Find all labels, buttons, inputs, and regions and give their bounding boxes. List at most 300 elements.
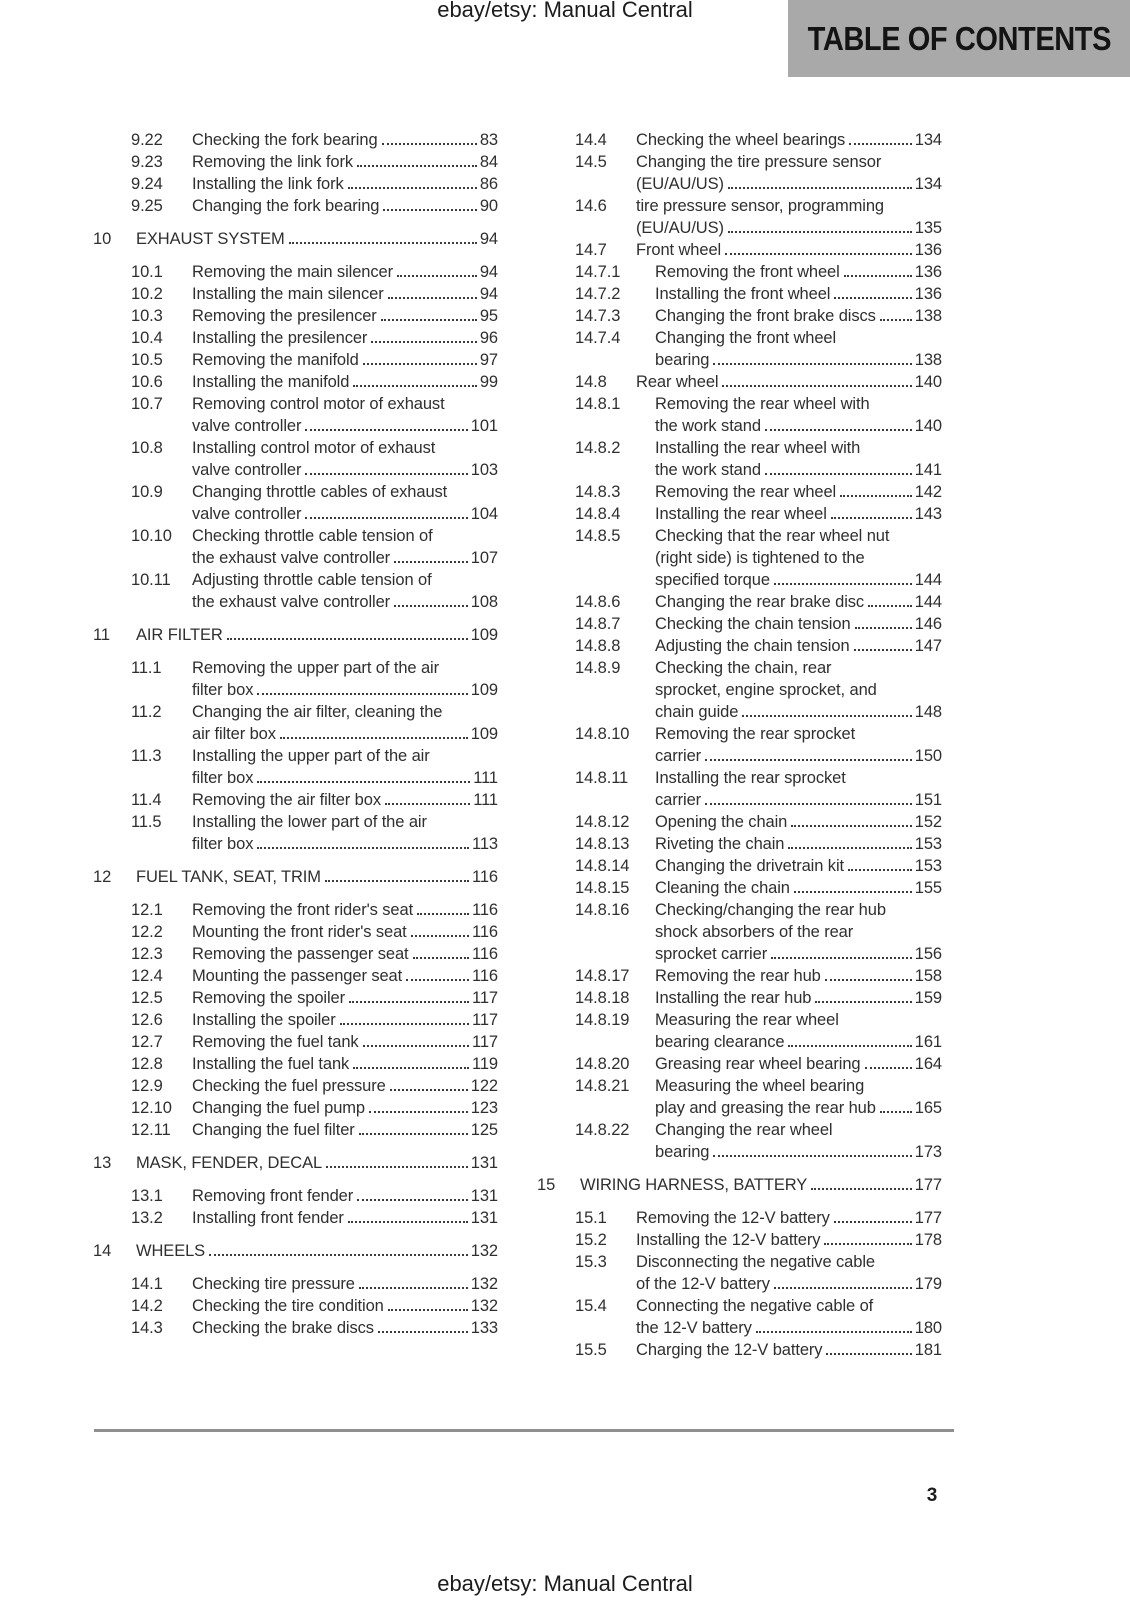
entry-number: 12.3 (131, 945, 163, 963)
entry-title-line: Changing the tire pressure sensor (636, 153, 882, 171)
entry-page-number: 119 (471, 1055, 498, 1073)
toc-entry (537, 899, 942, 965)
entry-title-line: Removing control motor of exhaust (192, 395, 445, 413)
dot-leader (831, 517, 912, 519)
entry-number: 14.8 (575, 373, 607, 391)
dot-leader (788, 847, 911, 849)
entry-page-number: 136 (914, 263, 942, 281)
entry-page-number: 161 (914, 1033, 942, 1051)
entry-number: 10 (93, 230, 112, 248)
entry-title-line: Greasing rear wheel bearing (655, 1055, 861, 1073)
dot-leader (371, 341, 477, 343)
entry-title-line: Removing the rear sprocket (655, 725, 856, 743)
toc-entry (93, 437, 498, 481)
entry-page-number: 142 (914, 483, 942, 501)
entry-number: 14.8.1 (575, 395, 621, 413)
entry-number: 15.5 (575, 1341, 607, 1359)
entry-page-number: 140 (914, 373, 942, 391)
toc-entry (537, 1009, 942, 1053)
entry-page-number: 136 (914, 241, 942, 259)
dot-leader (348, 187, 477, 189)
entry-title-line: Removing the 12-V battery (636, 1209, 830, 1227)
entry-number: 10.9 (131, 483, 163, 501)
dot-leader (326, 1166, 468, 1168)
entry-number: 14.8.2 (575, 439, 621, 457)
entry-title-line: carrier (655, 791, 702, 809)
entry-title-line: Checking the brake discs (192, 1319, 374, 1337)
entry-page-number: 103 (470, 461, 498, 479)
dot-leader (209, 1254, 468, 1256)
dot-leader (406, 979, 469, 981)
toc-entry (537, 261, 942, 283)
entry-number: 10.3 (131, 307, 163, 325)
entry-title-line: bearing clearance (655, 1033, 785, 1051)
entry-title-line: Removing front fender (192, 1187, 354, 1205)
toc-entry (537, 1339, 942, 1361)
entry-title-line: Installing the rear hub (655, 989, 812, 1007)
entry-title-line: Installing the presilencer (192, 329, 368, 347)
dot-leader (705, 759, 912, 761)
dot-leader (713, 1155, 911, 1157)
entry-title-line: Measuring the rear wheel (655, 1011, 839, 1029)
entry-number: 13 (93, 1154, 112, 1172)
entry-title-line: Checking the chain, rear (655, 659, 832, 677)
entry-title-line: Disconnecting the negative cable (636, 1253, 875, 1271)
dot-leader (381, 319, 477, 321)
dot-leader (849, 143, 912, 145)
dot-leader (280, 737, 468, 739)
entry-number: 14.3 (131, 1319, 163, 1337)
entry-number: 9.22 (131, 131, 163, 149)
toc-entry (537, 151, 942, 195)
entry-title-line: Installing the front wheel (655, 285, 831, 303)
entry-number: 14.8.3 (575, 483, 621, 501)
entry-page-number: 109 (470, 681, 498, 699)
toc-entry (93, 327, 498, 349)
entry-title-line: Installing the rear sprocket (655, 769, 846, 787)
toc-entry (93, 129, 498, 151)
entry-page-number: 94 (479, 285, 498, 303)
entry-page-number: 131 (470, 1187, 498, 1205)
toc-entry (93, 283, 498, 305)
entry-page-number: 117 (471, 1033, 498, 1051)
entry-title-line: Installing front fender (192, 1209, 344, 1227)
entry-page-number: 150 (914, 747, 942, 765)
entry-page-number: 97 (479, 351, 498, 369)
entry-page-number: 153 (914, 835, 942, 853)
toc-entry (537, 481, 942, 503)
entry-title-line: Checking/changing the rear hub (655, 901, 886, 919)
toc-entry (93, 1273, 498, 1295)
entry-number: 14.8.21 (575, 1077, 630, 1095)
entry-title-line: Installing the fuel tank (192, 1055, 350, 1073)
footer-rule (94, 1429, 954, 1432)
toc-entry (537, 1119, 942, 1163)
toc-entry (537, 239, 942, 261)
toc-entry (537, 305, 942, 327)
entry-number: 9.25 (131, 197, 163, 215)
dot-leader (305, 517, 467, 519)
dot-leader (865, 1067, 912, 1069)
entry-page-number: 96 (479, 329, 498, 347)
entry-title-line: specified torque (655, 571, 770, 589)
dot-leader (378, 1331, 468, 1333)
entry-title-line: Checking throttle cable tension of (192, 527, 433, 545)
entry-page-number: 152 (914, 813, 942, 831)
dot-leader (765, 429, 912, 431)
page-number: 3 (926, 1485, 938, 1506)
toc-entry (93, 701, 498, 745)
toc-entry (93, 657, 498, 701)
dot-leader (340, 1023, 469, 1025)
entry-number: 14.8.20 (575, 1055, 630, 1073)
entry-number: 14.1 (131, 1275, 163, 1293)
toc-entry (93, 228, 498, 250)
entry-title-line: Cleaning the chain (655, 879, 790, 897)
entry-title-line: of the 12-V battery (636, 1275, 770, 1293)
toc-entry (537, 327, 942, 371)
entry-number: 14.7.3 (575, 307, 621, 325)
toc-entry (93, 393, 498, 437)
dot-leader (363, 363, 477, 365)
toc-entry (93, 987, 498, 1009)
entry-title-line: Installing the main silencer (192, 285, 384, 303)
entry-number: 15.3 (575, 1253, 607, 1271)
entry-page-number: 117 (471, 1011, 498, 1029)
toc-entry (537, 195, 942, 239)
toc-entry (93, 195, 498, 217)
entry-page-number: 117 (471, 989, 498, 1007)
toc-entry (537, 393, 942, 437)
toc-entry (93, 1240, 498, 1262)
entry-title-line: Installing the link fork (192, 175, 344, 193)
entry-page-number: 179 (914, 1275, 942, 1293)
toc-entry (93, 624, 498, 646)
entry-title-line: Removing the air filter box (192, 791, 381, 809)
toc-entry (537, 877, 942, 899)
entry-page-number: 116 (471, 967, 498, 985)
entry-page-number: 143 (914, 505, 942, 523)
entry-number: 10.7 (131, 395, 163, 413)
entry-number: 14.2 (131, 1297, 163, 1315)
entry-number: 14.8.12 (575, 813, 630, 831)
entry-page-number: 144 (914, 593, 942, 611)
entry-page-number: 140 (914, 417, 942, 435)
entry-page-number: 135 (914, 219, 942, 237)
entry-number: 12.11 (131, 1121, 171, 1139)
entry-page-number: 173 (914, 1143, 942, 1161)
dot-leader (791, 825, 912, 827)
entry-title-line: Installing the manifold (192, 373, 350, 391)
entry-number: 14.8.15 (575, 879, 630, 897)
entry-title-line: Installing the upper part of the air (192, 747, 430, 765)
entry-title-line: WIRING HARNESS, BATTERY (580, 1176, 808, 1194)
dot-leader (855, 627, 912, 629)
entry-page-number: 94 (479, 230, 498, 248)
dot-leader (411, 935, 469, 937)
entry-number: 15.4 (575, 1297, 607, 1315)
entry-title-line: Removing the link fork (192, 153, 354, 171)
entry-number: 15 (537, 1176, 556, 1194)
entry-title-line: Removing the front rider's seat (192, 901, 414, 919)
entry-title-line: bearing (655, 1143, 710, 1161)
toc-entry (93, 1009, 498, 1031)
entry-page-number: 141 (914, 461, 942, 479)
dot-leader (353, 1067, 469, 1069)
entry-title-line: Removing the manifold (192, 351, 359, 369)
dot-leader (771, 957, 912, 959)
dot-leader (388, 1309, 468, 1311)
entry-title-line: Checking the fork bearing (192, 131, 378, 149)
dot-leader (257, 847, 469, 849)
entry-number: 13.1 (131, 1187, 163, 1205)
entry-page-number: 122 (470, 1077, 498, 1095)
dot-leader (825, 979, 912, 981)
entry-page-number: 99 (479, 373, 498, 391)
toc-entry (93, 943, 498, 965)
entry-title-line: Measuring the wheel bearing (655, 1077, 865, 1095)
entry-number: 11.2 (131, 703, 162, 721)
entry-title-line: Changing the front wheel (655, 329, 837, 347)
dot-leader (854, 649, 912, 651)
entry-title-line: Removing the rear wheel with (655, 395, 870, 413)
entry-number: 12.4 (131, 967, 163, 985)
toc-entry (93, 569, 498, 613)
entry-number: 14.8.16 (575, 901, 630, 919)
entry-title-line: Changing the fork bearing (192, 197, 380, 215)
toc-entry (93, 261, 498, 283)
entry-title-line: Checking the tire condition (192, 1297, 384, 1315)
entry-page-number: 84 (479, 153, 498, 171)
entry-page-number: 147 (914, 637, 942, 655)
entry-page-number: 155 (914, 879, 942, 897)
entry-number: 13.2 (131, 1209, 163, 1227)
dot-leader (794, 891, 912, 893)
entry-title-line: filter box (192, 835, 254, 853)
entry-title-line: filter box (192, 681, 254, 699)
entry-title-line: Installing the 12-V battery (636, 1231, 821, 1249)
toc-entry (93, 1075, 498, 1097)
entry-page-number: 125 (470, 1121, 498, 1139)
entry-page-number: 165 (914, 1099, 942, 1117)
entry-number: 11.5 (131, 813, 162, 831)
toc-entry (537, 283, 942, 305)
toc-entry (93, 745, 498, 789)
dot-leader (844, 275, 912, 277)
entry-page-number: 111 (473, 791, 498, 809)
entry-number: 14.8.18 (575, 989, 630, 1007)
dot-leader (774, 1287, 912, 1289)
entry-title-line: tire pressure sensor, programming (636, 197, 884, 215)
entry-title-line: Removing the upper part of the air (192, 659, 439, 677)
toc-entry (537, 987, 942, 1009)
entry-title-line: Installing the spoiler (192, 1011, 336, 1029)
entry-title-line: Changing throttle cables of exhaust (192, 483, 448, 501)
entry-title-line: shock absorbers of the rear (655, 923, 854, 941)
entry-page-number: 178 (914, 1231, 942, 1249)
entry-page-number: 132 (470, 1297, 498, 1315)
toc-entry (537, 129, 942, 151)
dot-leader (868, 605, 912, 607)
toc-entry (537, 1229, 942, 1251)
entry-page-number: 132 (470, 1275, 498, 1293)
toc-entry (537, 767, 942, 811)
entry-title-line: the 12-V battery (636, 1319, 752, 1337)
entry-title-line: Changing the fuel filter (192, 1121, 355, 1139)
toc-banner-title: TABLE OF CONTENTS (807, 19, 1111, 57)
entry-number: 14.7.4 (575, 329, 621, 347)
entry-number: 15.1 (575, 1209, 607, 1227)
dot-leader (774, 583, 912, 585)
toc-entry (93, 1152, 498, 1174)
dot-leader (742, 715, 911, 717)
entry-title-line: chain guide (655, 703, 739, 721)
entry-title-line: Riveting the chain (655, 835, 785, 853)
entry-number: 11 (93, 626, 110, 644)
toc-entry (537, 657, 942, 723)
entry-page-number: 177 (914, 1176, 942, 1194)
entry-number: 14.8.4 (575, 505, 621, 523)
entry-page-number: 180 (914, 1319, 942, 1337)
entry-page-number: 134 (914, 131, 942, 149)
entry-title-line: Changing the drivetrain kit (655, 857, 844, 875)
toc-entry (93, 921, 498, 943)
toc-entry (537, 833, 942, 855)
entry-title-line: Installing the rear wheel (655, 505, 827, 523)
dot-leader (357, 1199, 468, 1201)
entry-title-line: valve controller (192, 417, 302, 435)
toc-entry (93, 1295, 498, 1317)
dot-leader (397, 275, 477, 277)
dot-leader (388, 297, 477, 299)
dot-leader (880, 319, 912, 321)
entry-title-line: the exhaust valve controller (192, 549, 391, 567)
entry-number: 14.8.10 (575, 725, 630, 743)
entry-number: 12.6 (131, 1011, 163, 1029)
toc-entry (537, 1053, 942, 1075)
dot-leader (257, 781, 470, 783)
entry-page-number: 177 (914, 1209, 942, 1227)
entry-number: 14.8.5 (575, 527, 621, 545)
entry-title-line: valve controller (192, 461, 302, 479)
entry-title-line: Removing the rear wheel (655, 483, 837, 501)
entry-page-number: 159 (914, 989, 942, 1007)
entry-page-number: 86 (479, 175, 498, 193)
entry-number: 14.8.13 (575, 835, 630, 853)
entry-title-line: Installing the rear wheel with (655, 439, 861, 457)
dot-leader (348, 1221, 468, 1223)
toc-entry (93, 965, 498, 987)
entry-title-line: Checking tire pressure (192, 1275, 355, 1293)
toc-banner (788, 0, 1130, 77)
entry-number: 14.7.2 (575, 285, 621, 303)
entry-number: 12.8 (131, 1055, 163, 1073)
entry-number: 10.5 (131, 351, 163, 369)
entry-title-line: Changing the front brake discs (655, 307, 876, 325)
toc-entry (537, 1295, 942, 1339)
entry-title-line: (EU/AU/US) (636, 175, 724, 193)
entry-title-line: Changing the air filter, cleaning the (192, 703, 443, 721)
entry-page-number: 94 (479, 263, 498, 281)
dot-leader (369, 1111, 468, 1113)
entry-page-number: 164 (914, 1055, 942, 1073)
dot-leader (383, 209, 476, 211)
dot-leader (359, 1133, 468, 1135)
entry-number: 10.6 (131, 373, 163, 391)
toc-entry (93, 1031, 498, 1053)
toc-entry (537, 635, 942, 657)
toc-entry (537, 1174, 942, 1196)
toc-entry (93, 899, 498, 921)
dot-leader (765, 473, 912, 475)
dot-leader (353, 385, 477, 387)
entry-title-line: Removing the front wheel (655, 263, 840, 281)
dot-leader (713, 363, 911, 365)
toc-entry (537, 1251, 942, 1295)
entry-title-line: Removing the presilencer (192, 307, 377, 325)
dot-leader (725, 253, 912, 255)
entry-title-line: Adjusting throttle cable tension of (192, 571, 432, 589)
toc-entry (537, 437, 942, 481)
toc-entry (93, 305, 498, 327)
entry-title-line: FUEL TANK, SEAT, TRIM (136, 868, 321, 886)
toc-entry (93, 1119, 498, 1141)
entry-title-line: play and greasing the rear hub (655, 1099, 876, 1117)
entry-number: 11.1 (131, 659, 162, 677)
toc-entry (537, 371, 942, 393)
dot-leader (257, 693, 467, 695)
entry-number: 14.8.8 (575, 637, 621, 655)
entry-page-number: 108 (470, 593, 498, 611)
dot-leader (349, 1001, 469, 1003)
entry-title-line: air filter box (192, 725, 276, 743)
document-header: ebay/etsy: Manual Central (437, 0, 693, 22)
toc-column-left (93, 129, 498, 1339)
dot-leader (325, 880, 469, 882)
entry-title-line: Charging the 12-V battery (636, 1341, 823, 1359)
dot-leader (815, 1001, 911, 1003)
entry-number: 14.8.11 (575, 769, 629, 787)
entry-page-number: 136 (914, 285, 942, 303)
dot-leader (382, 143, 477, 145)
entry-title-line: Changing the rear wheel (655, 1121, 833, 1139)
entry-number: 10.2 (131, 285, 163, 303)
toc-entry (537, 855, 942, 877)
entry-title-line: sprocket, engine sprocket, and (655, 681, 877, 699)
dot-leader (305, 429, 467, 431)
entry-title-line: bearing (655, 351, 710, 369)
entry-title-line: Removing the fuel tank (192, 1033, 359, 1051)
dot-leader (880, 1111, 912, 1113)
toc-entry (93, 1317, 498, 1339)
entry-page-number: 111 (473, 769, 498, 787)
entry-number: 14.7 (575, 241, 607, 259)
entry-number: 12.9 (131, 1077, 163, 1095)
dot-leader (385, 803, 470, 805)
entry-title-line: Changing the rear brake disc (655, 593, 865, 611)
entry-page-number: 181 (914, 1341, 942, 1359)
entry-number: 14.8.22 (575, 1121, 630, 1139)
dot-leader (359, 1287, 468, 1289)
dot-leader (834, 1221, 912, 1223)
entry-title-line: Connecting the negative cable of (636, 1297, 874, 1315)
entry-number: 12.10 (131, 1099, 172, 1117)
toc-entry (93, 1185, 498, 1207)
entry-number: 14 (93, 1242, 112, 1260)
dot-leader (811, 1188, 912, 1190)
entry-page-number: 116 (471, 901, 498, 919)
dot-leader (728, 231, 912, 233)
